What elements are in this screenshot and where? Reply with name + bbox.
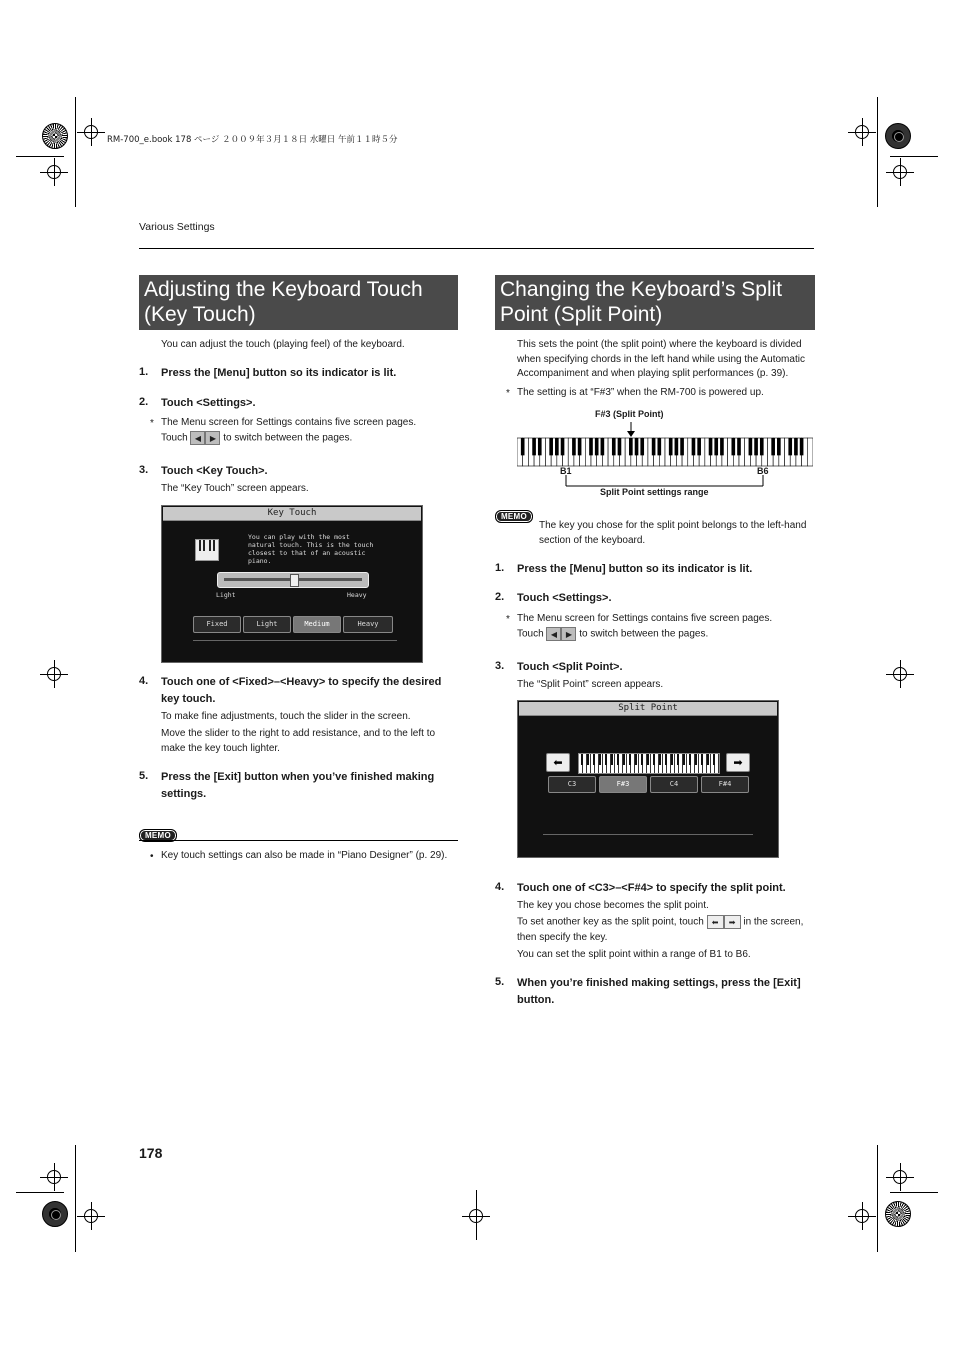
print-info: RM-700_e.book 178 ページ ２００９年３月１８日 水曜日 午前１１時５分 xyxy=(107,135,398,145)
page-left-button-icon: ◀ xyxy=(546,627,561,641)
section-title-key-touch xyxy=(139,275,458,330)
black-key xyxy=(788,438,792,455)
step-1: Press the [Menu] button so its indicator is lit. xyxy=(161,367,397,379)
black-key xyxy=(800,438,804,455)
step-line: settings. xyxy=(161,788,207,801)
split-point-screen xyxy=(517,700,779,858)
page-left-button-icon: ◀ xyxy=(190,431,205,445)
switch-text: to switch between the pages. xyxy=(579,628,709,640)
split-memo-text xyxy=(539,519,819,548)
label-b6: B6 xyxy=(757,466,769,476)
registration-rose-icon xyxy=(42,123,68,149)
intro-line: when specifying chords in the left hand while using the Automatic xyxy=(517,353,805,365)
screen-title: Key Touch xyxy=(163,507,421,521)
split-step-3: Touch <Split Point>. xyxy=(517,661,623,673)
black-key xyxy=(612,438,616,455)
memo-line: section of the keyboard. xyxy=(539,534,646,546)
title-line: (Key Touch) xyxy=(144,303,256,326)
crosshair-icon xyxy=(855,1209,869,1223)
heavy-button[interactable]: Heavy xyxy=(343,616,393,633)
note-star: * xyxy=(506,614,510,625)
step-number: 1. xyxy=(495,562,505,574)
arrow-left-icon: ⬅ xyxy=(707,915,724,929)
split-pointer-arrow-icon xyxy=(627,431,635,437)
step-line: button. xyxy=(517,994,555,1007)
black-key xyxy=(652,438,656,455)
step-number: 4. xyxy=(495,881,505,893)
title-line: Adjusting the Keyboard Touch xyxy=(144,278,423,301)
step-4 xyxy=(161,674,461,708)
intro-line: This sets the point (the split point) where the keyboard is divided xyxy=(517,339,802,350)
touch-word: Touch xyxy=(517,628,544,640)
black-key xyxy=(771,438,775,455)
black-key xyxy=(555,438,559,455)
white-key xyxy=(807,438,813,466)
registration-rose-icon xyxy=(42,1201,68,1227)
step-3-sub: The “Key Touch” screen appears. xyxy=(161,483,309,494)
power-up-note: The setting is at “F#3” when the RM-700 is powered up. xyxy=(517,387,764,398)
split-step-2-touch-line xyxy=(517,627,708,642)
black-key xyxy=(777,438,781,455)
screen-description xyxy=(248,533,418,566)
screen-divider xyxy=(193,640,397,641)
fixed-button[interactable]: Fixed xyxy=(193,616,241,633)
key-touch-screen xyxy=(161,505,423,663)
c4-button[interactable]: C4 xyxy=(650,776,698,793)
sub-text: To set another key as the split point, touch xyxy=(517,916,704,928)
black-key xyxy=(749,438,753,455)
memo-badge: MEMO xyxy=(495,510,533,523)
step-number: 4. xyxy=(139,675,149,687)
label-b1: B1 xyxy=(560,466,572,476)
header-rule xyxy=(139,248,814,249)
black-key xyxy=(754,438,758,455)
split-step-4-sub-3: You can set the split point within a range of B1 to B6. xyxy=(517,949,751,960)
keyboard-diagram xyxy=(517,420,813,490)
page-number: 178 xyxy=(139,1145,163,1161)
black-key xyxy=(709,438,713,455)
step-2-note: The Menu screen for Settings contains five screen pages. xyxy=(161,417,417,428)
crosshair-icon xyxy=(469,1209,483,1223)
screen-keyboard xyxy=(578,753,720,774)
split-step-2-note: The Menu screen for Settings contains five screen pages. xyxy=(517,613,773,624)
black-key xyxy=(601,438,605,455)
registration-rose-icon xyxy=(885,1201,911,1227)
black-key xyxy=(760,438,764,455)
memo-bullet: • xyxy=(150,851,154,862)
step-number: 5. xyxy=(495,976,505,988)
black-key xyxy=(692,438,696,455)
memo-rule xyxy=(139,840,458,841)
step-number: 2. xyxy=(139,396,149,408)
memo-line: The key you chose for the split point belongs to the left-hand xyxy=(539,520,807,531)
black-key xyxy=(589,438,593,455)
black-key xyxy=(714,438,718,455)
split-step-3-sub: The “Split Point” screen appears. xyxy=(517,679,664,690)
black-key xyxy=(578,438,582,455)
step-number: 5. xyxy=(139,770,149,782)
desc-line: piano. xyxy=(248,557,272,566)
black-key xyxy=(669,438,673,455)
c3-button[interactable]: C3 xyxy=(548,776,596,793)
desc-line: natural touch. This is the touch xyxy=(248,541,374,550)
step-4-sub-2 xyxy=(161,727,435,756)
note-star: * xyxy=(150,418,154,429)
black-key xyxy=(532,438,536,455)
crosshair-icon xyxy=(47,1170,61,1184)
switch-text: to switch between the pages. xyxy=(223,432,353,444)
black-key xyxy=(595,438,599,455)
arrow-right-icon: ➡ xyxy=(724,915,741,929)
split-step-4: Touch one of <C3>–<F#4> to specify the split point. xyxy=(517,882,786,894)
black-key xyxy=(675,438,679,455)
step-number: 3. xyxy=(139,464,149,476)
medium-button[interactable]: Medium xyxy=(293,616,341,633)
split-step-4-sub-2c: then specify the key. xyxy=(517,932,608,943)
step-2-touch-line xyxy=(161,431,352,446)
note-star: * xyxy=(506,388,510,399)
crosshair-icon xyxy=(893,667,907,681)
f-sharp-3-button[interactable]: F#3 xyxy=(599,776,647,793)
screen-title: Split Point xyxy=(519,702,777,716)
screen-divider xyxy=(543,834,753,835)
split-intro xyxy=(517,338,817,382)
crosshair-icon xyxy=(47,667,61,681)
crosshair-icon xyxy=(893,1170,907,1184)
crosshair-icon xyxy=(893,165,907,179)
black-key xyxy=(720,438,724,455)
sub-line: Move the slider to the right to add resistance, and to the left to xyxy=(161,728,436,739)
f-sharp-4-button[interactable]: F#4 xyxy=(701,776,749,793)
step-number: 3. xyxy=(495,660,505,672)
memo-badge: MEMO xyxy=(139,829,177,842)
split-step-4-sub-1: The key you chose becomes the split point. xyxy=(517,900,709,911)
split-step-5 xyxy=(517,975,801,1009)
split-step-4-sub-2 xyxy=(517,915,803,930)
title-line: Changing the Keyboard’s Split xyxy=(500,278,783,301)
section-title-split-point xyxy=(495,275,815,330)
black-key xyxy=(657,438,661,455)
step-5 xyxy=(161,769,434,803)
range-label: Split Point settings range xyxy=(600,487,709,497)
step-line: Press the [Exit] button when you’ve finished making xyxy=(161,771,435,783)
split-step-2: Touch <Settings>. xyxy=(517,592,612,604)
slider-label-heavy: Heavy xyxy=(347,591,367,599)
black-key xyxy=(549,438,553,455)
touch-word: Touch xyxy=(161,432,188,444)
black-key xyxy=(680,438,684,455)
black-key xyxy=(635,438,639,455)
arrow-left-icon[interactable]: ⬅ xyxy=(546,753,570,772)
black-key xyxy=(640,438,644,455)
desc-line: closest to that of an acoustic xyxy=(248,549,366,558)
black-key xyxy=(629,438,633,455)
page-right-button-icon: ▶ xyxy=(205,431,220,445)
black-key xyxy=(561,438,565,455)
black-key xyxy=(538,438,542,455)
running-header: Various Settings xyxy=(139,221,215,233)
step-4-sub-1: To make fine adjustments, touch the slider in the screen. xyxy=(161,711,411,722)
step-line: Touch one of <Fixed>–<Heavy> to specify the desired xyxy=(161,676,442,688)
black-key xyxy=(794,438,798,455)
sub-text: in the screen, xyxy=(743,916,804,928)
step-line: key touch. xyxy=(161,693,216,706)
step-number: 1. xyxy=(139,366,149,378)
step-3: Touch <Key Touch>. xyxy=(161,465,268,477)
memo-text: Key touch settings can also be made in “Piano Designer” (p. 29). xyxy=(161,850,448,861)
step-2: Touch <Settings>. xyxy=(161,397,256,409)
crosshair-icon xyxy=(47,165,61,179)
black-key xyxy=(618,438,622,455)
arrow-right-icon[interactable]: ➡ xyxy=(726,753,750,772)
crosshair-icon xyxy=(855,125,869,139)
crosshair-icon xyxy=(84,125,98,139)
split-step-1: Press the [Menu] button so its indicator is lit. xyxy=(517,563,753,575)
title-line: Point (Split Point) xyxy=(500,303,663,326)
sub-line: make the key touch lighter. xyxy=(161,742,280,754)
black-key xyxy=(737,438,741,455)
piano-keys-icon xyxy=(195,539,219,561)
light-button[interactable]: Light xyxy=(243,616,291,633)
page-right-button-icon: ▶ xyxy=(561,627,576,641)
intro-text: You can adjust the touch (playing feel) of the keyboard. xyxy=(161,339,405,350)
step-number: 2. xyxy=(495,591,505,603)
key-touch-slider[interactable] xyxy=(217,572,369,588)
slider-knob[interactable] xyxy=(290,574,299,587)
keyboard-keys xyxy=(517,438,813,466)
split-point-label: F#3 (Split Point) xyxy=(595,409,664,419)
slider-label-light: Light xyxy=(216,591,236,599)
desc-line: You can play with the most xyxy=(248,533,350,541)
black-key xyxy=(731,438,735,455)
black-key xyxy=(521,438,525,455)
registration-rose-icon xyxy=(885,123,911,149)
black-key xyxy=(697,438,701,455)
intro-line: Accompaniment and when playing split performances (p. 39). xyxy=(517,368,789,379)
step-line: When you’re finished making settings, press the [Exit] xyxy=(517,977,801,989)
crosshair-icon xyxy=(84,1209,98,1223)
black-key xyxy=(572,438,576,455)
